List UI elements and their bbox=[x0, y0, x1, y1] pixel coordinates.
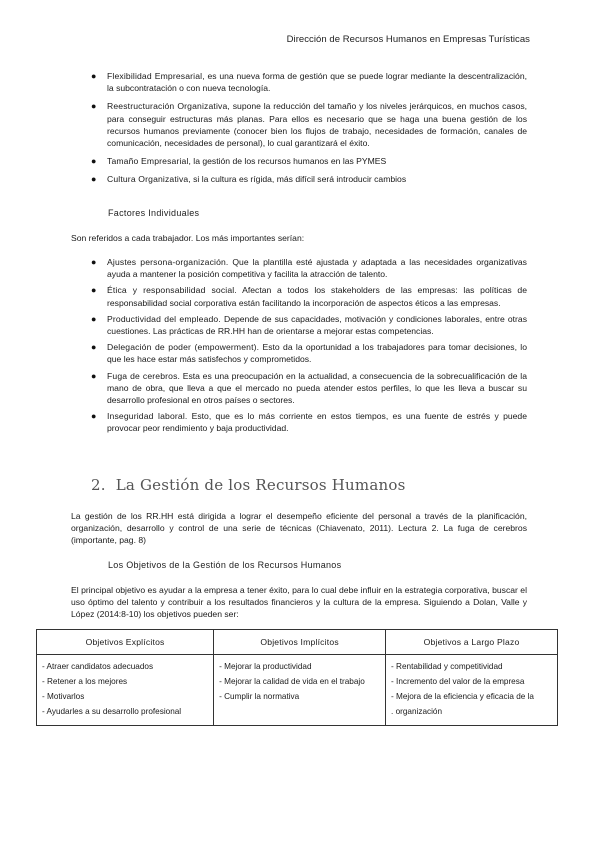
list-item: - Cumplir la normativa bbox=[219, 692, 300, 701]
table-row bbox=[37, 655, 558, 726]
column-header-implicit: Objetivos Implícitos bbox=[214, 630, 386, 655]
long-term-objectives-cell bbox=[386, 655, 558, 726]
list-item: - Motivarlos bbox=[42, 692, 85, 701]
list-item: - Mejora de la eficiencia y eficacia de la bbox=[391, 692, 534, 701]
list-item: ● Reestructuración Organizativa, supone la reducción del tamaño y los niveles jerárquicos, en muchos casos, para conseguir estructuras más planas. Para ellos es necesario que se haga una buena gestión de los recursos humanos previamente (conocer bien los flujos de trabajo, necesidades de formación, canales de comunicación, necesidades de personal), lo cual garantizará el éxito. bbox=[91, 101, 527, 149]
list-item: ● Ética y responsabilidad social. Afectan a todos los stakeholders de las empresas: las políticas de responsabilidad social corporativa están facilitando la incorporación de aspectos éticos a las empresas. bbox=[91, 285, 527, 308]
bullet-icon: ● bbox=[91, 257, 97, 267]
section-title: La Gestión de los Recursos Humanos bbox=[115, 476, 406, 494]
bullet-icon: ● bbox=[91, 174, 97, 185]
section-number: 2. bbox=[91, 476, 106, 494]
column-header-explicit: Objetivos Explícitos bbox=[37, 630, 214, 655]
list-item: - Mejorar la productividad bbox=[219, 662, 312, 671]
objectives-table bbox=[36, 629, 558, 726]
bullet-icon: ● bbox=[91, 101, 97, 112]
objectives-intro: El principal objetivo es ayudar a la empresa a tener éxito, para lo cual debe influir en la estrategia corporativa, buscar el uso óptimo del talento y contribuir a los resultados financieros y la cultura de la empresa. Siguiendo a Dolan, Valle y López (2014:8-10) los objetivos pueden ser: bbox=[71, 585, 527, 620]
list-item: ● Fuga de cerebros. Esta es una preocupación en la actualidad, a consecuencia de la sobrecualificación de la mano de obra, que lleva a que el mercado no pueda atender estos perfiles, lo que les lleva a buscar su desarrollo profesional en otros países o sectores. bbox=[91, 370, 527, 406]
list-item: - Incremento del valor de la empresa bbox=[391, 677, 525, 686]
list-item: - Ayudarles a su desarrollo profesional bbox=[42, 707, 182, 716]
bullet-icon: ● bbox=[91, 71, 97, 81]
list-item: - Retener a los mejores bbox=[42, 677, 128, 686]
list-item: - Atraer candidatos adecuados bbox=[42, 662, 154, 671]
explicit-objectives-cell bbox=[37, 655, 214, 726]
list-item: ● Cultura Organizativa, si la cultura es rígida, más difícil será introducir cambios bbox=[91, 174, 407, 185]
list-item: - Mejorar la calidad de vida en el trabajo bbox=[219, 677, 365, 686]
individual-factors-list bbox=[0, 256, 600, 435]
list-item: - Rentabilidad y competitividad bbox=[391, 662, 503, 671]
section-heading bbox=[91, 476, 405, 494]
subheading-individual-factors: Factores Individuales bbox=[108, 208, 200, 218]
table-header-row bbox=[37, 630, 558, 655]
running-header: Dirección de Recursos Humanos en Empresas Turísticas bbox=[286, 34, 530, 45]
subheading-objectives: Los Objetivos de la Gestión de los Recursos Humanos bbox=[108, 560, 342, 570]
list-item: ● Inseguridad laboral. Esto, que es lo más corriente en estos tiempos, es una fuente de estrés y puede provocar peor rendimiento y baja productividad. bbox=[91, 411, 527, 434]
org-factors-list bbox=[0, 70, 600, 186]
bullet-icon: ● bbox=[91, 313, 97, 324]
list-item: ● Productividad del empleado. Depende de sus capacidades, motivación y condiciones laborales, entre otras cuestiones. Las prácticas de RR.HH han de orientarse a mejorar estas competencias. bbox=[91, 313, 527, 337]
bullet-icon: ● bbox=[91, 370, 97, 381]
bullet-icon: ● bbox=[91, 411, 97, 422]
column-header-long-term: Objetivos a Largo Plazo bbox=[386, 630, 558, 655]
list-item: ● Ajustes persona-organización. Que la plantilla esté ajustada y adaptada a las necesidades organizativas ayuda a mantener la posición competitiva y facilita la atracción de talento. bbox=[91, 257, 527, 280]
bullet-icon: ● bbox=[91, 285, 97, 296]
section-paragraph: La gestión de los RR.HH está dirigida a lograr el desempeño eficiente del personal a través de la planificación, organización, desarrollo y control de una serie de técnicas (Chiavenato, 2011). Lectura 2. La fuga de cerebros (importante, pag. 8) bbox=[71, 511, 527, 546]
individual-intro: Son referidos a cada trabajador. Los más importantes serían: bbox=[71, 233, 305, 243]
bullet-icon: ● bbox=[91, 156, 97, 167]
list-item: ● Flexibilidad Empresarial, es una nueva forma de gestión que se puede lograr mediante la descentralización, la subcontratación o con nueva tecnología. bbox=[91, 71, 527, 94]
list-item: . organización bbox=[391, 707, 443, 716]
list-item: ● Delegación de poder (empowerment). Esto da la oportunidad a los trabajadores para tomar decisiones, lo que les hace estar más satisfechos y comprometidos. bbox=[91, 342, 527, 365]
list-item: ● Tamaño Empresarial, la gestión de los recursos humanos en las PYMES bbox=[91, 156, 387, 167]
implicit-objectives-cell bbox=[214, 655, 386, 726]
bullet-icon: ● bbox=[91, 342, 97, 353]
